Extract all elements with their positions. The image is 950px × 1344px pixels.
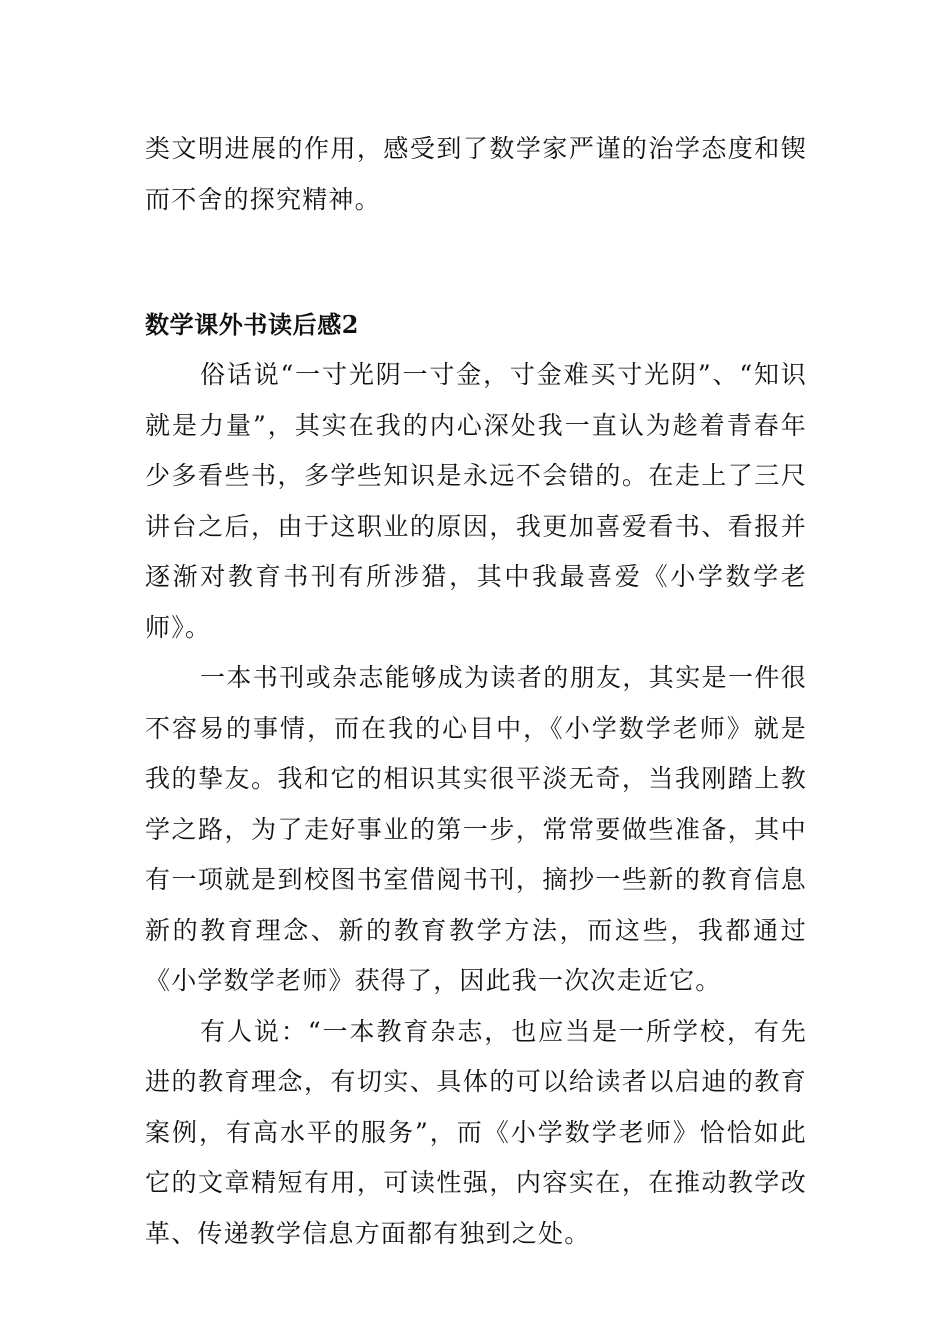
section-title: 数学课外书读后感2 [145, 310, 360, 339]
body-paragraph-1: 俗话说“一寸光阴一寸金，寸金难买寸光阴”、“知识就是力量”，其实在我的内心深处我一直认为趁着青春年少多看些书，多学些知识是永远不会错的。在走上了三尺讲台之后，由于这职业的原因，我更加喜爱看书、看报并逐渐对教育书刊有所涉猎，其中我最喜爱《小学数学老师》。 [145, 360, 807, 642]
body-paragraph-2: 一本书刊或杂志能够成为读者的朋友，其实是一件很不容易的事情，而在我的心目中，《小学数学老师》就是我的挚友。我和它的相识其实很平淡无奇，当我刚踏上教学之路，为了走好事业的第一步，常常要做些准备，其中有一项就是到校图书室借阅书刊，摘抄一些新的教育信息新的教育理念、新的教育教学方法，而这些，我都通过《小学数学老师》获得了，因此我一次次走近它。 [145, 663, 807, 995]
section-spacer [145, 225, 807, 300]
body-paragraph-3: 有人说：“一本教育杂志，也应当是一所学校，有先进的教育理念，有切实、具体的可以给读者以启迪的教育案例，有高水平的服务”，而《小学数学老师》恰恰如此它的文章精短有用，可读性强，内容实在，在推动教学改革、传递教学信息方面都有独到之处。 [145, 1016, 807, 1248]
document-body [145, 124, 807, 1259]
continued-paragraph: 类文明进展的作用，感受到了数学家严谨的治学态度和锲而不舍的探究精神。 [145, 134, 807, 214]
